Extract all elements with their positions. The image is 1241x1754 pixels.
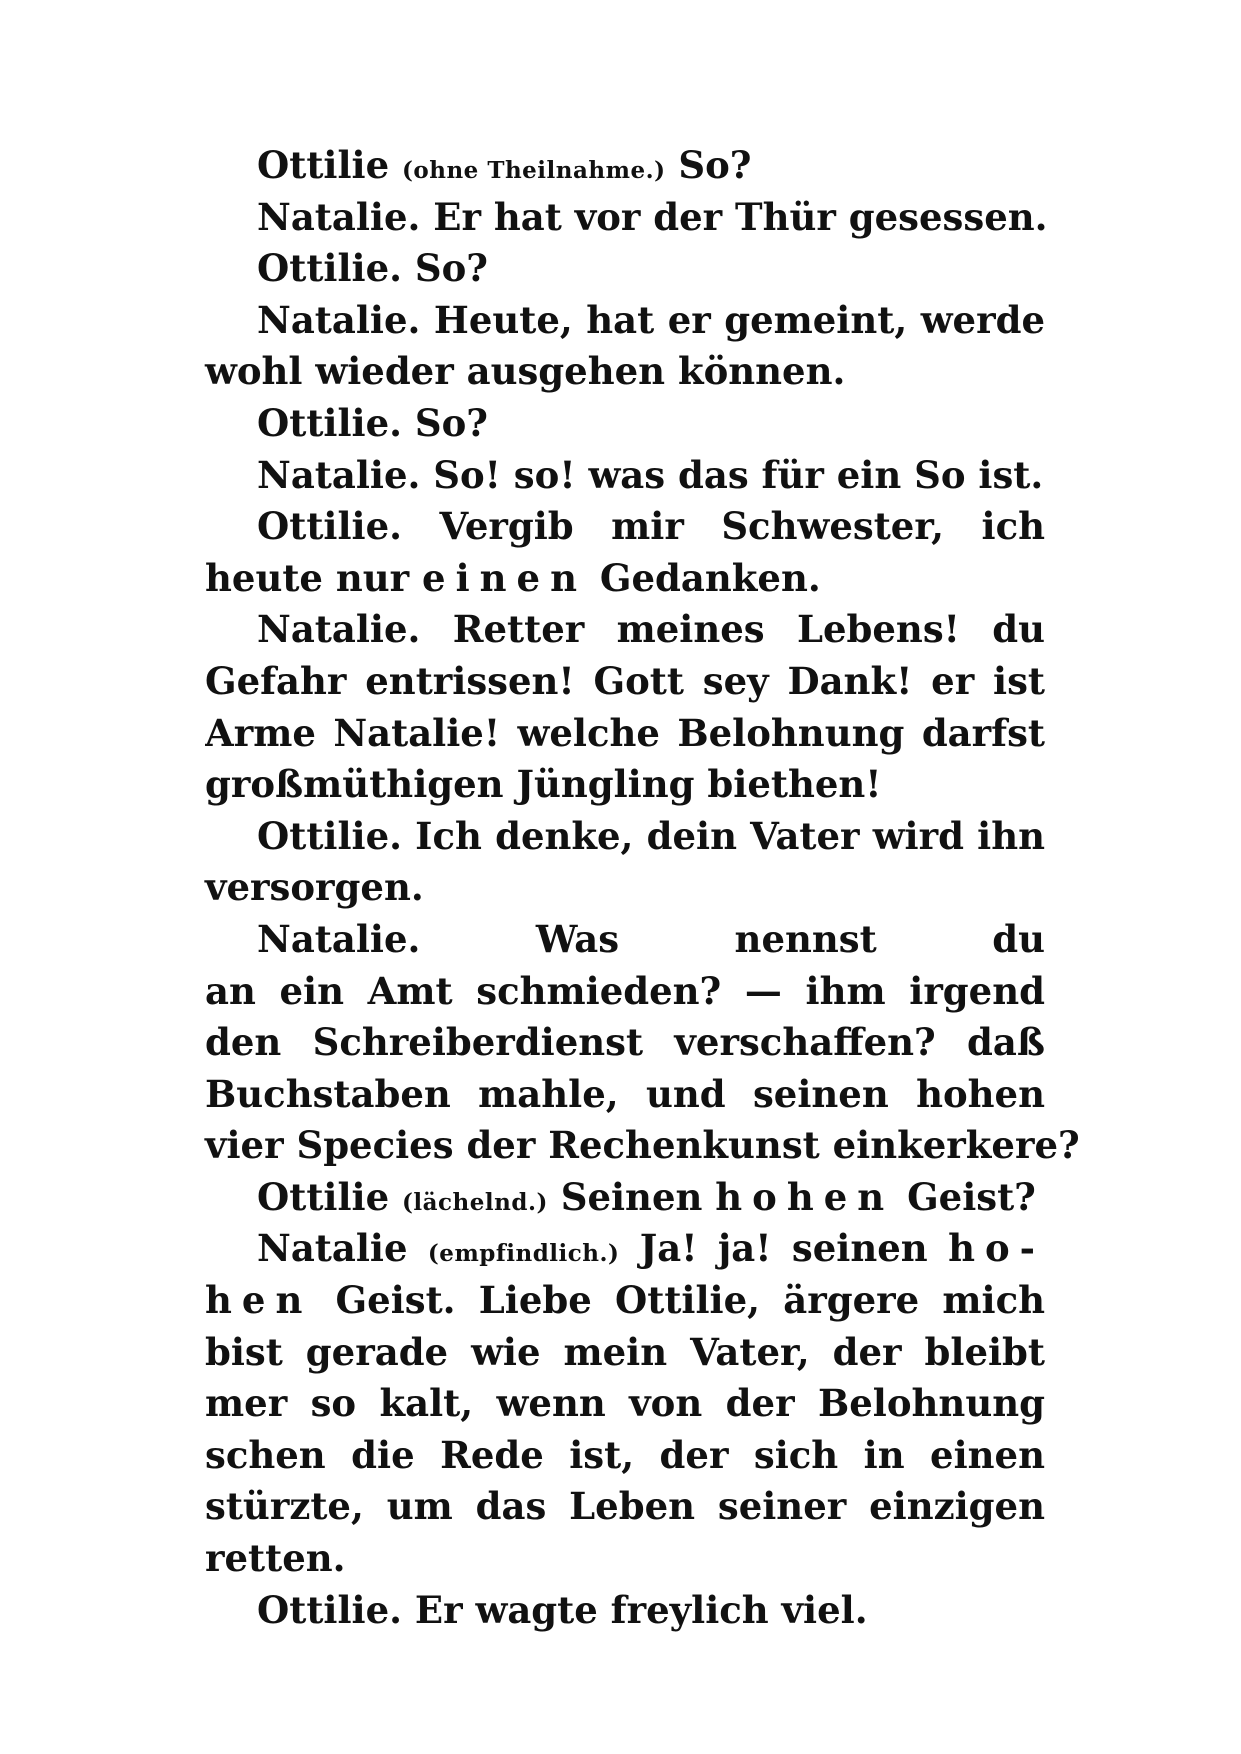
- line-text: an ein Amt schmieden? — ihm irgend: [205, 968, 1045, 1013]
- line-text: versorgen.: [205, 865, 424, 910]
- text-line: [205, 966, 1045, 1018]
- line-text: Retter meines Lebens! du: [452, 607, 1045, 652]
- speaker-name: Ottilie.: [257, 813, 403, 858]
- emphasized-text: einen: [422, 555, 587, 600]
- text-line: [205, 450, 1045, 502]
- line-text: Arme Natalie! welche Belohnung darfst: [205, 710, 1045, 755]
- text-line: [205, 140, 1045, 192]
- line-text: vier Species der Rechenkunst einkerkere?: [205, 1123, 1080, 1168]
- line-text: retten.: [205, 1536, 346, 1581]
- text-line: [205, 346, 1045, 398]
- speaker-name: Natalie.: [257, 916, 421, 961]
- text-line: [205, 604, 1045, 656]
- line-text: stürzte, um das Leben seiner einzigen: [205, 1484, 1045, 1529]
- text-line: [205, 243, 1045, 295]
- text-line: [205, 914, 1045, 966]
- text-line: [205, 656, 1045, 708]
- text-line: [205, 1223, 1045, 1275]
- text-line: [205, 811, 1045, 863]
- line-text: Gefahr entrissen! Gott sey Dank! er ist: [205, 658, 1045, 703]
- emphasized-text: hen: [205, 1278, 313, 1323]
- text-line: [205, 553, 1045, 605]
- line-text: heute nur: [205, 555, 423, 600]
- stage-direction: (ohne Theilnahme.): [402, 157, 666, 184]
- text-line: [205, 1533, 1045, 1585]
- emphasized-text: hohen: [715, 1174, 895, 1219]
- text-line: [205, 1017, 1045, 1069]
- line-text: den Schreiberdienst verschaffen? daß: [205, 1020, 1045, 1065]
- line-text: Geist?: [894, 1174, 1036, 1219]
- line-text: Seinen: [547, 1174, 716, 1219]
- stage-direction: (lächelnd.): [402, 1188, 548, 1216]
- text-line: [205, 862, 1045, 914]
- stage-direction: (empfindlich.): [427, 1240, 620, 1268]
- line-text: bist gerade wie mein Vater, der bleibt: [205, 1329, 1045, 1374]
- text-line: [205, 1481, 1045, 1533]
- text-line: [205, 192, 1048, 244]
- text-line: [205, 1327, 1045, 1379]
- line-text: Buchstaben mahle, und seinen hohen: [205, 1071, 1045, 1116]
- line-text: Was nennst du: [420, 916, 1045, 961]
- line-text: Er wagte freylich viel.: [402, 1587, 868, 1632]
- text-line: [205, 759, 1045, 811]
- line-text: So?: [665, 143, 752, 187]
- speaker-name: Ottilie.: [257, 504, 403, 549]
- line-text: Er hat vor der Thür gesessen.: [420, 194, 1048, 239]
- text-line: [205, 1275, 1045, 1327]
- line-text: Heute, hat er gemeint, werde: [433, 297, 1045, 342]
- text-line: [205, 1378, 1045, 1430]
- line-text: So?: [402, 246, 488, 291]
- text-line: [205, 1430, 1045, 1482]
- text-line: [205, 1172, 1045, 1224]
- text-line: [205, 708, 1045, 760]
- speaker-name: Ottilie.: [257, 1587, 403, 1632]
- text-line: [205, 1585, 1045, 1637]
- speaker-name: Natalie.: [257, 194, 421, 239]
- speaker-name: Natalie.: [257, 297, 421, 342]
- line-text: So?: [402, 400, 488, 445]
- line-text: Geist. Liebe Ottilie, ärgere mich: [335, 1278, 1045, 1323]
- speaker-name: Natalie: [257, 1226, 408, 1271]
- line-text: Vergib mir Schwester, ich: [439, 504, 1045, 549]
- speaker-name: Ottilie: [257, 1174, 390, 1219]
- speaker-name: Natalie.: [257, 452, 421, 497]
- text-line: [205, 1069, 1045, 1121]
- emphasized-text: ho-: [948, 1226, 1045, 1271]
- speaker-name: Ottilie.: [257, 400, 403, 445]
- line-text: Ich denke, dein Vater wird ihn: [415, 813, 1045, 858]
- text-line: [205, 398, 1045, 450]
- speaker-name: Ottilie.: [257, 246, 403, 291]
- line-text: Ja! ja! seinen: [619, 1226, 949, 1271]
- dialogue-text: [205, 140, 1080, 1636]
- speaker-name: Ottilie: [257, 143, 390, 187]
- speaker-name: Natalie.: [257, 607, 421, 652]
- text-line: [205, 295, 1045, 347]
- line-text: Gedanken.: [587, 555, 821, 600]
- line-text: schen die Rede ist, der sich in einen: [205, 1432, 1045, 1477]
- line-text: großmüthigen Jüngling biethen!: [205, 762, 882, 807]
- line-text: wohl wieder ausgehen können.: [205, 349, 846, 394]
- text-line: [205, 1120, 1080, 1172]
- text-line: [205, 501, 1045, 553]
- line-text: mer so kalt, wenn von der Belohnung: [205, 1381, 1045, 1426]
- line-text: So! so! was das für ein So ist.: [420, 452, 1044, 497]
